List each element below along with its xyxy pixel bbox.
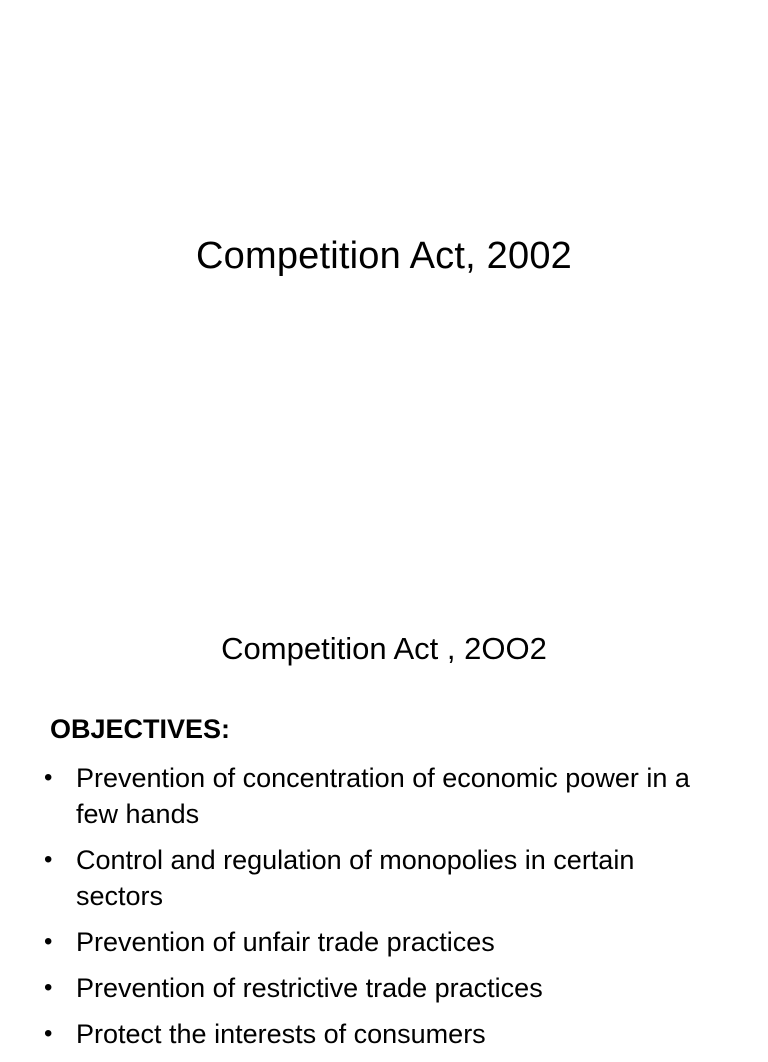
objectives-heading: OBJECTIVES: [50, 714, 231, 744]
objectives-slide [0, 576, 768, 1049]
list-item [44, 1016, 724, 1052]
list-item [44, 842, 724, 914]
bullet-icon: • [44, 974, 53, 1001]
slide-subtitle: Competition Act , 2OO2 [221, 631, 547, 666]
bullet-icon: • [44, 846, 53, 873]
bullet-icon: • [44, 1020, 53, 1047]
list-item [44, 924, 724, 960]
list-item-text: Protect the interests of consumers [76, 1019, 486, 1049]
list-item [44, 970, 724, 1006]
bullet-icon: • [44, 764, 53, 791]
objectives-list [44, 760, 724, 1062]
slide-title: Competition Act, 2002 [196, 235, 572, 277]
list-item [44, 760, 724, 832]
list-item-text: Prevention of concentration of economic power in a few hands [76, 763, 690, 829]
list-item-text: Prevention of unfair trade practices [76, 927, 495, 957]
bullet-icon: • [44, 928, 53, 955]
list-item-text: Control and regulation of monopolies in certain sectors [76, 845, 635, 911]
list-item-text: Prevention of restrictive trade practices [76, 973, 543, 1003]
